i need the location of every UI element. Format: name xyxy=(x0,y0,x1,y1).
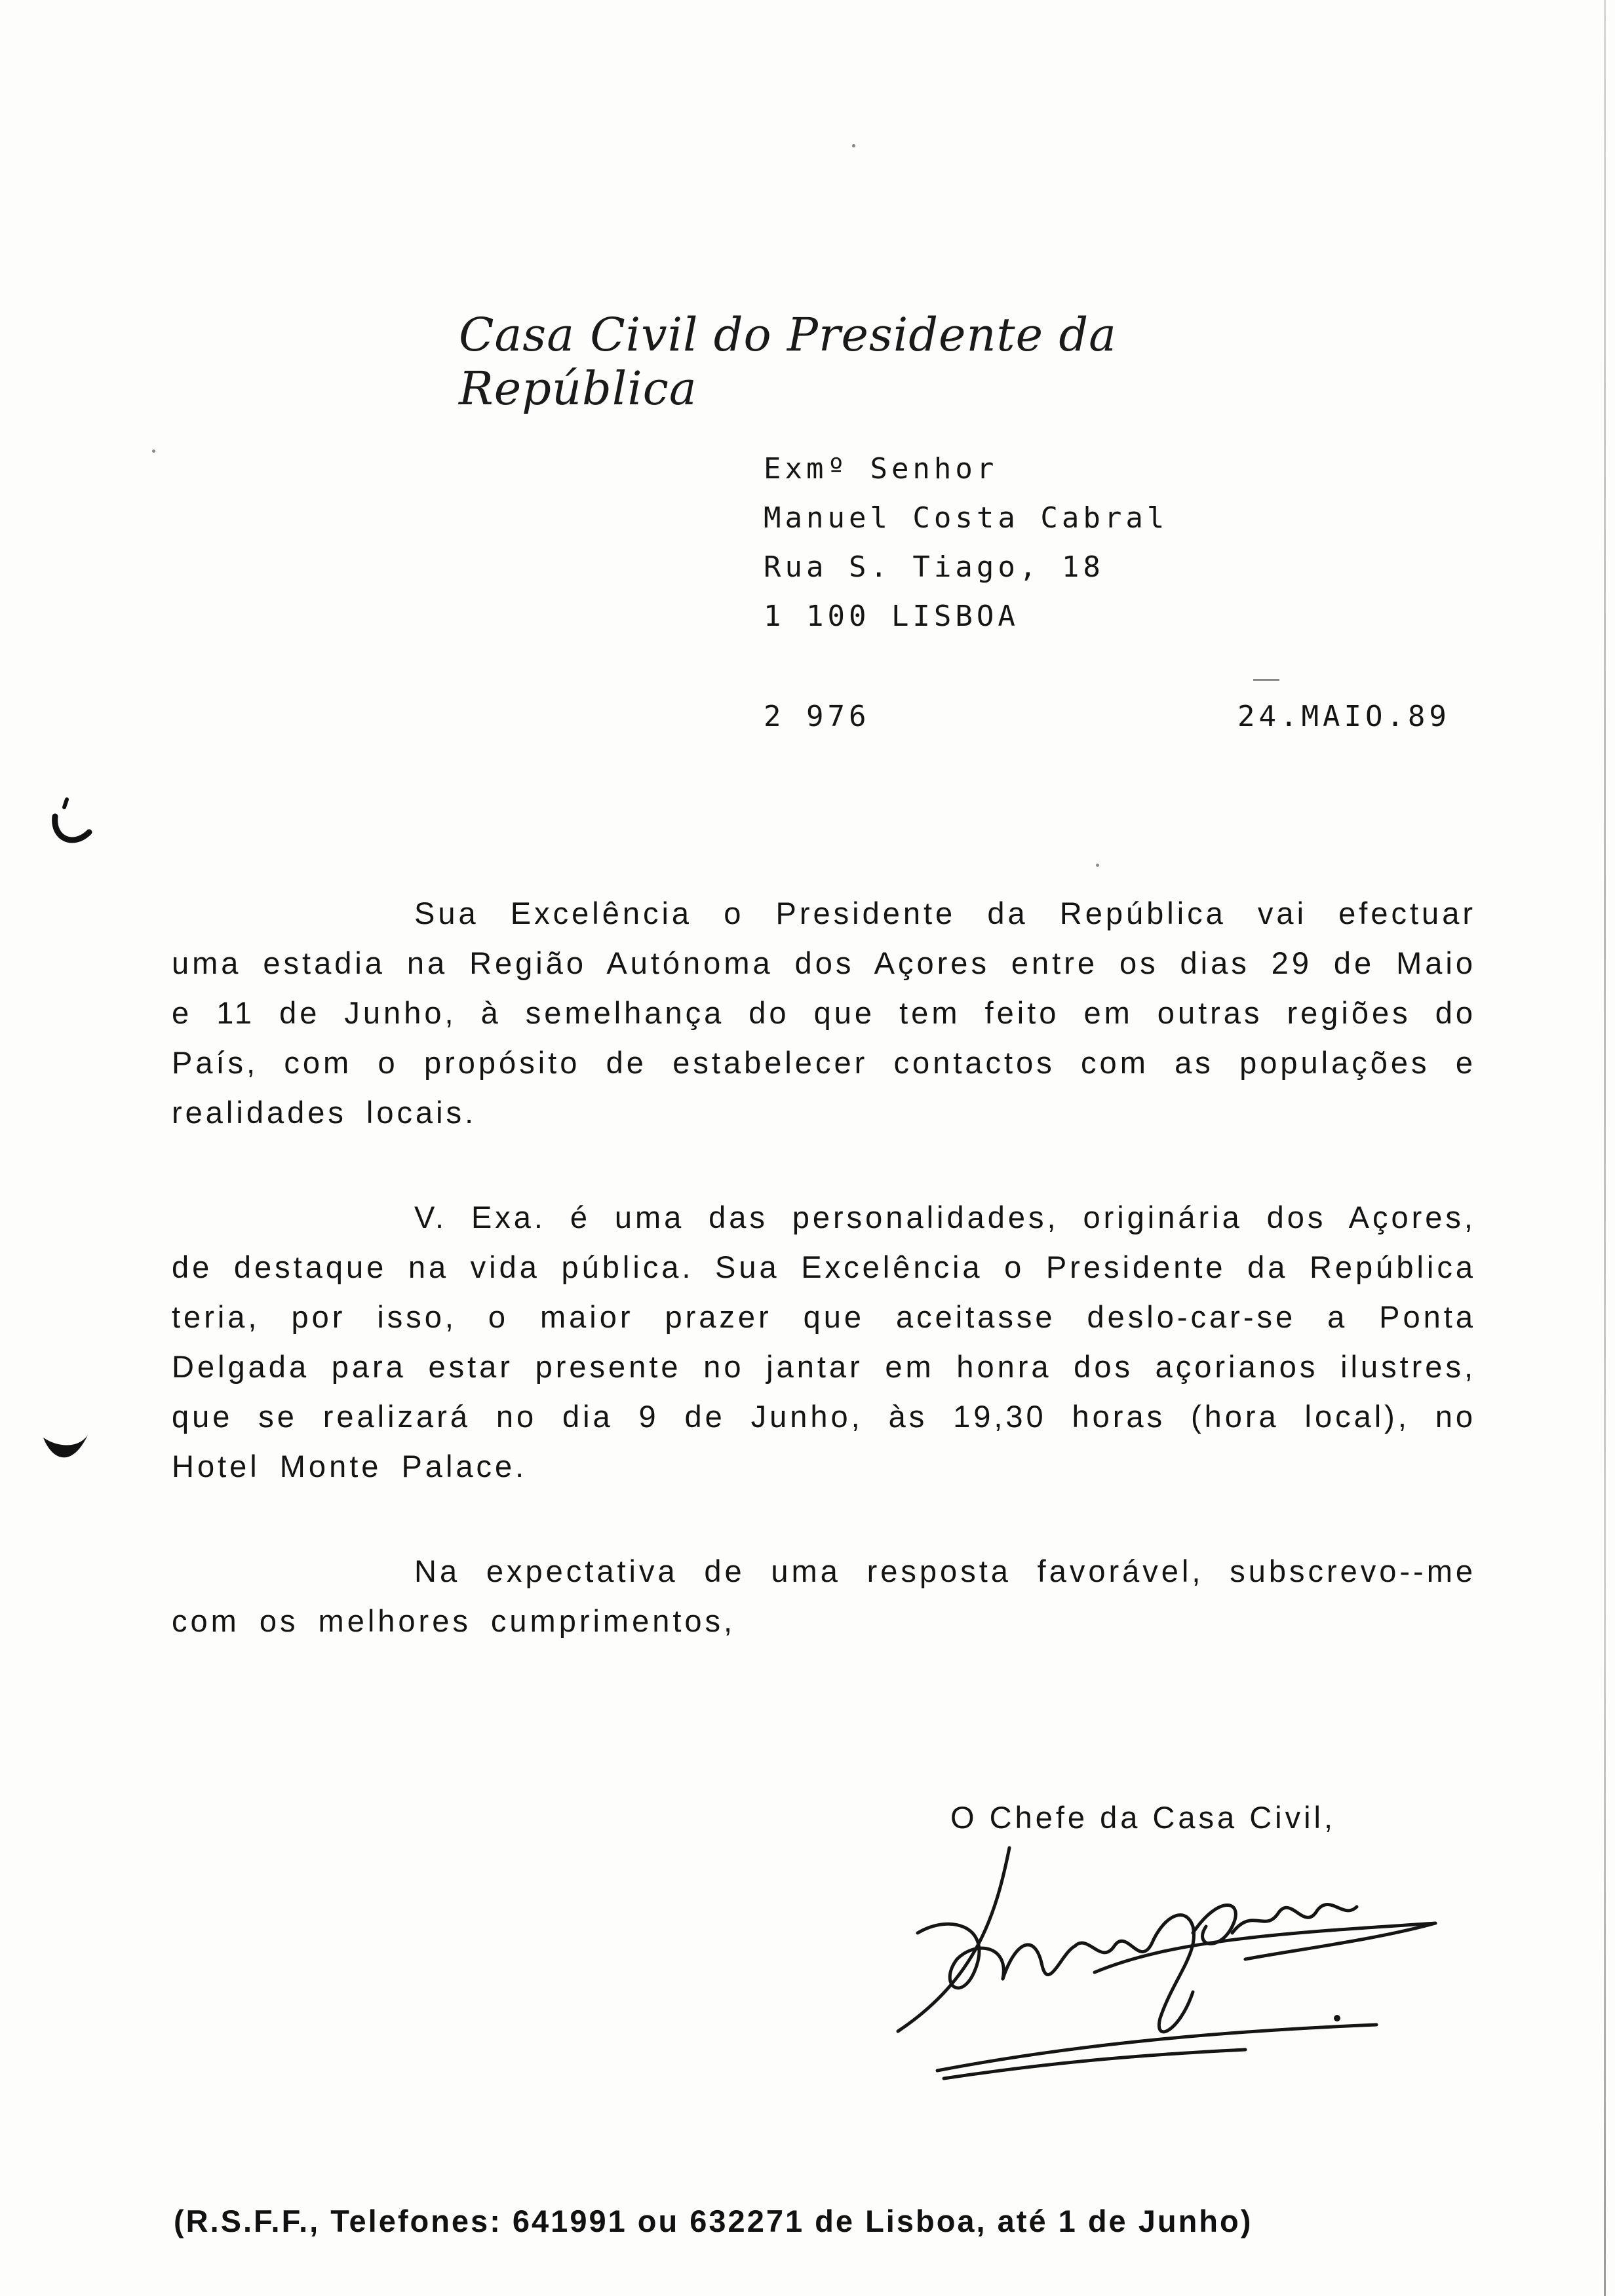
scan-edge-line xyxy=(1604,0,1606,2296)
paragraph-3-text: Na expectativa de uma resposta favorável, subscrevo--me com os melhores cumprimentos, xyxy=(172,1554,1476,1638)
scan-speck xyxy=(1253,679,1279,681)
scan-speck xyxy=(1096,864,1099,867)
scan-speck xyxy=(852,144,855,147)
recipient-name: Manuel Costa Cabral xyxy=(764,501,1169,535)
signoff: O Chefe da Casa Civil, xyxy=(950,1800,1336,1835)
paragraph-1 xyxy=(172,889,1476,1138)
recipient-salutation: Exmº Senhor xyxy=(764,452,998,486)
recipient-city: 1 100 LISBOA xyxy=(764,600,1019,633)
paragraph-1-text: Sua Excelência o Presidente da República vai efectuar uma estadia na Região Autónoma dos Açores entre os dias 29 de Maio e 11 de Junho, à semelhança do que tem feito em outras regiões do País, com o propósito de estabelecer contactos com as populações e realidades locais. xyxy=(172,896,1476,1130)
letter-date: 24.MAIO.89 xyxy=(1237,700,1450,733)
paragraph-2 xyxy=(172,1193,1476,1491)
letterhead: Casa Civil do Presidente da República xyxy=(459,308,1117,415)
paragraph-2-text: V. Exa. é uma das personalidades, originária dos Açores, de destaque na vida pública. Sua Excelência o Presidente da República teria, por isso, o maior prazer que aceitasse deslo-car-se a Ponta Delgada para estar presente no jantar em honra dos açorianos ilustres, que se realizará no dia 9 de Junho, às 19,30 horas (hora local), no Hotel Monte Palace. xyxy=(172,1200,1476,1483)
scan-speck xyxy=(152,450,155,453)
handwritten-signature xyxy=(878,1835,1455,2084)
recipient-street: Rua S. Tiago, 18 xyxy=(764,550,1104,584)
paragraph-3 xyxy=(172,1546,1476,1646)
footer-note: (R.S.F.F., Telefones: 641991 ou 632271 de Lisboa, até 1 de Junho) xyxy=(174,2204,1253,2238)
reference-number: 2 976 xyxy=(764,700,870,733)
punch-hole-mark xyxy=(47,793,94,852)
punch-hole-mark xyxy=(39,1428,92,1474)
